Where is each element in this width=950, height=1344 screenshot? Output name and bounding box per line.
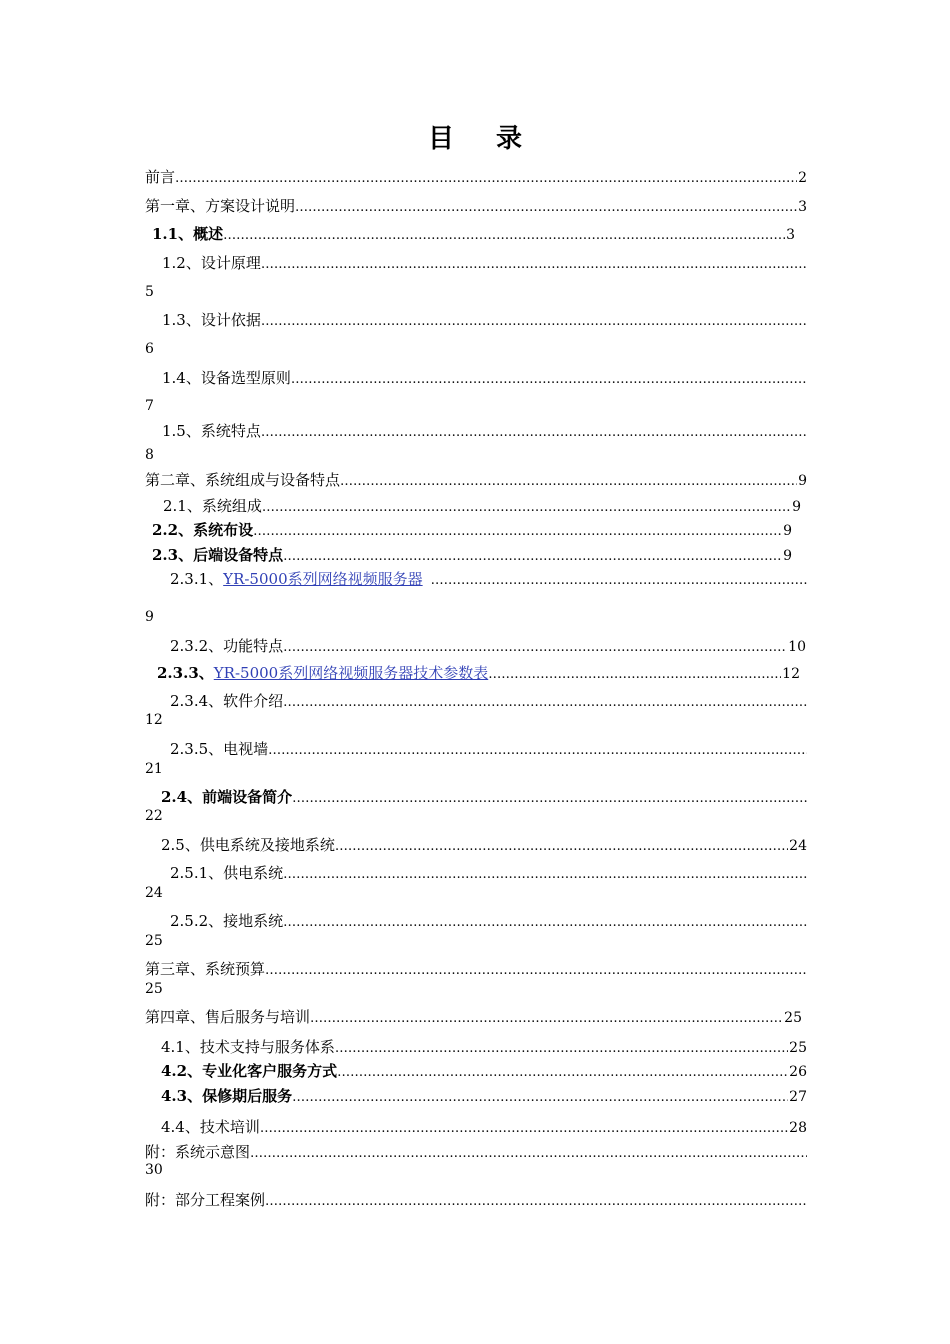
toc-entry-label: 第一章、方案设计说明 (145, 197, 296, 215)
toc-entry-label: 2.3.3、 (157, 664, 214, 682)
toc-entry-page: 2 (798, 170, 807, 186)
leader-dots (335, 836, 788, 856)
toc-entry[interactable] (161, 1116, 807, 1138)
toc-entry[interactable] (161, 834, 807, 856)
toc-entry-page: 26 (789, 1064, 807, 1080)
toc-entry[interactable] (152, 519, 792, 541)
leader-dots (261, 254, 807, 274)
leader-dots (283, 912, 807, 932)
toc-entry[interactable] (145, 469, 807, 491)
toc-entry-page: 5 (145, 284, 154, 300)
toc-entry[interactable] (170, 635, 806, 657)
toc-entry-label: 附：部分工程案例 (145, 1191, 266, 1209)
toc-entry-page: 9 (798, 473, 807, 489)
toc-entry-page: 24 (145, 885, 163, 901)
leader-dots (340, 471, 797, 491)
toc-entry-page: 8 (145, 447, 154, 463)
toc-entry-page: 30 (145, 1162, 163, 1178)
toc-entry-label: 1.5、系统特点 (162, 422, 261, 440)
toc-entry[interactable] (161, 786, 807, 808)
leader-dots (175, 168, 797, 188)
leader-dots (261, 311, 807, 331)
toc-entry-page: 22 (145, 808, 163, 824)
leader-dots (292, 788, 807, 808)
toc-entry-page: 12 (145, 712, 163, 728)
leader-dots (291, 369, 807, 389)
toc-entry[interactable] (145, 166, 807, 188)
leader-dots (253, 521, 782, 541)
toc-entry[interactable] (161, 1036, 807, 1058)
toc-entry-label: 2.3.4、软件介绍 (170, 692, 284, 710)
leader-dots (423, 570, 807, 590)
toc-entry-page: 21 (145, 761, 163, 777)
toc-entry-page: 25 (789, 1040, 807, 1056)
leader-dots (283, 692, 807, 712)
leader-dots (250, 1143, 807, 1163)
toc-entry-page: 3 (798, 199, 807, 215)
toc-entry[interactable] (152, 544, 792, 566)
leader-dots (295, 197, 797, 217)
toc-entry-label: 4.2、专业化客户服务方式 (161, 1062, 338, 1080)
toc-entry-page: 9 (783, 523, 792, 539)
toc-entry[interactable] (162, 367, 807, 389)
toc-entry-page: 25 (145, 933, 163, 949)
title-char-1: 目 (427, 124, 454, 154)
toc-entry[interactable] (162, 309, 807, 331)
toc-entry-label: 2.3.2、功能特点 (170, 637, 284, 655)
leader-dots (310, 1008, 783, 1028)
toc-entry-label: 2.3.5、电视墙 (170, 740, 269, 758)
toc-entry-label: 第二章、系统组成与设备特点 (145, 471, 341, 489)
toc-entry-label: 2.5.2、接地系统 (170, 912, 284, 930)
toc-entry[interactable] (162, 252, 807, 274)
toc-entry-link[interactable]: YR-5000系列网络视频服务器 (223, 570, 423, 588)
leader-dots (283, 864, 807, 884)
toc-entry-link[interactable]: YR-5000系列网络视频服务器技术参数表 (213, 664, 489, 682)
toc-entry-label: 2.5.1、供电系统 (170, 864, 284, 882)
leader-dots (335, 1038, 788, 1058)
toc-entry[interactable] (170, 862, 807, 884)
toc-entry[interactable] (170, 690, 807, 712)
toc-entry-page: 25 (145, 981, 163, 997)
toc-entry-page: 28 (789, 1120, 807, 1136)
leader-dots (261, 422, 807, 442)
toc-entry[interactable] (145, 195, 807, 217)
toc-entry[interactable] (170, 738, 807, 760)
toc-entry-label: 1.3、设计依据 (162, 311, 261, 329)
toc-entry[interactable] (161, 1060, 807, 1082)
toc-entry[interactable] (145, 1189, 807, 1211)
toc-entry-label: 前言 (145, 168, 176, 186)
leader-dots (488, 664, 781, 684)
toc-entry-page: 7 (145, 398, 154, 414)
leader-dots (223, 225, 785, 245)
toc-entry-page: 24 (789, 838, 807, 854)
leader-dots (265, 960, 807, 980)
toc-entry[interactable] (162, 420, 807, 442)
toc-entry-page: 9 (145, 609, 154, 625)
toc-entry-page: 3 (786, 227, 795, 243)
toc-entry-label: 4.3、保修期后服务 (161, 1087, 293, 1105)
toc-entry-label: 附：系统示意图 (145, 1143, 251, 1161)
toc-entry-label: 1.4、设备选型原则 (162, 369, 291, 387)
leader-dots (283, 637, 787, 657)
leader-dots (337, 1062, 788, 1082)
toc-entry[interactable] (145, 958, 807, 980)
leader-dots (262, 497, 791, 517)
leader-dots (268, 740, 807, 760)
toc-entry[interactable] (170, 568, 807, 590)
toc-entry-label: 2.2、系统布设 (152, 521, 254, 539)
toc-entry[interactable] (152, 223, 795, 245)
toc-entry-label: 第四章、售后服务与培训 (145, 1008, 311, 1026)
toc-entry-label: 2.1、系统组成 (163, 497, 262, 515)
toc-entry[interactable] (145, 1141, 807, 1163)
leader-dots (283, 546, 782, 566)
toc-entry-page: 9 (783, 548, 792, 564)
leader-dots (292, 1087, 788, 1107)
toc-entry[interactable] (170, 910, 807, 932)
toc-entry-page: 27 (789, 1089, 807, 1105)
toc-entry[interactable] (161, 1085, 807, 1107)
toc-entry-page: 6 (145, 341, 154, 357)
toc-entry-label: 第三章、系统预算 (145, 960, 266, 978)
toc-entry-label: 2.4、前端设备简介 (161, 788, 293, 806)
title-char-2: 录 (496, 124, 523, 154)
toc-entry-label: 1.2、设计原理 (162, 254, 261, 272)
toc-entry-label: 4.1、技术支持与服务体系 (161, 1038, 335, 1056)
leader-dots (265, 1191, 807, 1211)
toc-entry[interactable] (157, 662, 800, 684)
toc-entry-page: 10 (788, 639, 806, 655)
leader-dots (260, 1118, 788, 1138)
toc-entry-label: 1.1、概述 (152, 225, 224, 243)
toc-entry-page: 25 (784, 1010, 802, 1026)
toc-entry[interactable] (163, 495, 801, 517)
toc-entry-page: 12 (782, 666, 800, 682)
toc-entry-label: 2.3.1、 (170, 570, 224, 588)
toc-entry[interactable] (145, 1006, 802, 1028)
toc-entry-label: 2.5、供电系统及接地系统 (161, 836, 335, 854)
toc-entry-page: 9 (792, 499, 801, 515)
toc-entry-label: 4.4、技术培训 (161, 1118, 260, 1136)
toc-entry-label: 2.3、后端设备特点 (152, 546, 284, 564)
